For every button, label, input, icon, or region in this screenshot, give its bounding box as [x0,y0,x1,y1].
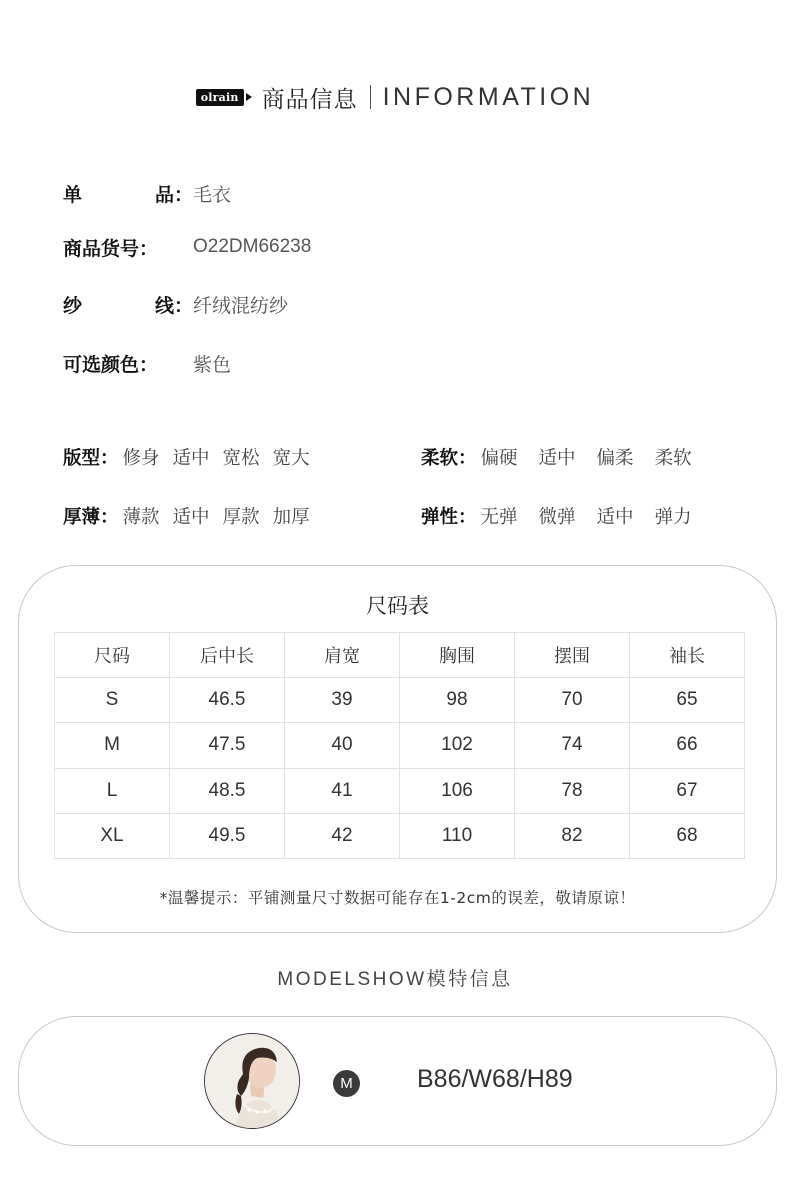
attr-option: 适中 [538,448,576,469]
table-cell: 49.5 [170,813,285,858]
table-cell: 46.5 [170,678,285,723]
table-cell: 65 [630,678,745,723]
info-row-item [63,178,231,208]
attr-fit [63,442,310,472]
model-size-badge: M [333,1070,360,1097]
table-cell: 68 [630,813,745,858]
table-cell: 47.5 [170,723,285,768]
attr-option-selected: 适中 [173,503,210,529]
attr-option: 宽大 [272,448,310,469]
brand-logo [196,89,252,106]
info-value: 纤绒混纺纱 [193,295,289,317]
attr-option: 薄款 [122,507,160,528]
brand-logo-text: olrain [196,89,244,106]
info-value: O22DM66238 [193,236,312,257]
table-cell: XL [55,813,170,858]
header-divider [370,85,371,109]
attr-thickness [63,501,310,531]
size-chart-title: 尺码表 [366,594,429,618]
size-chart-note: *温馨提示：平铺测量尺寸数据可能存在1-2cm的误差，敬请原谅！ [159,889,636,907]
table-cell: 110 [400,813,515,858]
attr-label: 版型： [63,448,119,469]
info-label-part: 可选颜色： [63,353,159,376]
info-value: 紫色 [193,354,232,376]
table-row [55,813,745,858]
table-row [55,768,745,813]
info-label [63,234,193,261]
model-avatar [204,1033,300,1129]
section-header [0,78,790,116]
table-cell: 70 [515,678,630,723]
logo-arrow-icon [246,93,252,101]
table-header-cell: 肩宽 [285,633,400,678]
info-value: 毛衣 [193,184,232,206]
table-cell: 67 [630,768,745,813]
table-cell: 48.5 [170,768,285,813]
attr-softness [421,442,692,472]
attr-option: 无弹 [480,507,518,528]
model-info-card [18,1016,777,1146]
table-header-cell: 袖长 [630,633,745,678]
table-cell: 40 [285,723,400,768]
attr-option: 加厚 [272,507,310,528]
table-cell: 74 [515,723,630,768]
attr-elasticity [421,501,692,531]
attr-option: 偏硬 [480,448,518,469]
size-chart-card [18,565,777,933]
header-title-en: INFORMATION [382,82,595,111]
attr-option: 修身 [122,448,160,469]
info-label [63,291,193,318]
table-cell: 106 [400,768,515,813]
table-header-row [55,633,745,678]
table-cell: 41 [285,768,400,813]
model-portrait-image [205,1034,300,1129]
info-label-part: 线： [154,294,193,317]
table-cell: M [55,723,170,768]
attr-option-selected: 适中 [173,444,210,470]
attr-option: 弹力 [654,507,692,528]
info-label-part: 纱 [63,294,83,317]
table-cell: S [55,678,170,723]
model-section-title: MODELSHOW模特信息 [277,969,513,990]
table-cell: 39 [285,678,400,723]
info-row-color [63,348,231,378]
table-header-cell: 胸围 [400,633,515,678]
table-cell: 78 [515,768,630,813]
attr-label: 柔软： [421,448,477,469]
attr-option: 微弹 [538,507,576,528]
attr-option: 宽松 [222,448,260,469]
info-label-part: 品： [154,183,193,206]
header-title-cn: 商品信息 [261,86,358,113]
table-cell: 102 [400,723,515,768]
attr-label: 弹性： [421,507,477,528]
table-header-cell: 摆围 [515,633,630,678]
info-row-sku [63,232,311,262]
table-cell: 82 [515,813,630,858]
table-header-cell: 后中长 [170,633,285,678]
attr-option: 厚款 [222,507,260,528]
table-cell: 66 [630,723,745,768]
attr-option-selected: 柔软 [655,444,692,470]
table-cell: L [55,768,170,813]
attr-label: 厚薄： [63,507,119,528]
info-row-yarn [63,289,288,319]
info-label [63,350,193,377]
info-label [63,180,193,207]
table-cell: 98 [400,678,515,723]
table-row [55,723,745,768]
table-cell: 42 [285,813,400,858]
info-label-part: 商品货号： [63,237,159,260]
attr-option: 偏柔 [596,448,634,469]
size-table [54,632,745,859]
info-label-part: 单 [63,183,83,206]
table-row [55,678,745,723]
attr-option-selected: 适中 [597,503,634,529]
table-header-cell: 尺码 [55,633,170,678]
model-measurements: B86/W68/H89 [417,1065,573,1093]
